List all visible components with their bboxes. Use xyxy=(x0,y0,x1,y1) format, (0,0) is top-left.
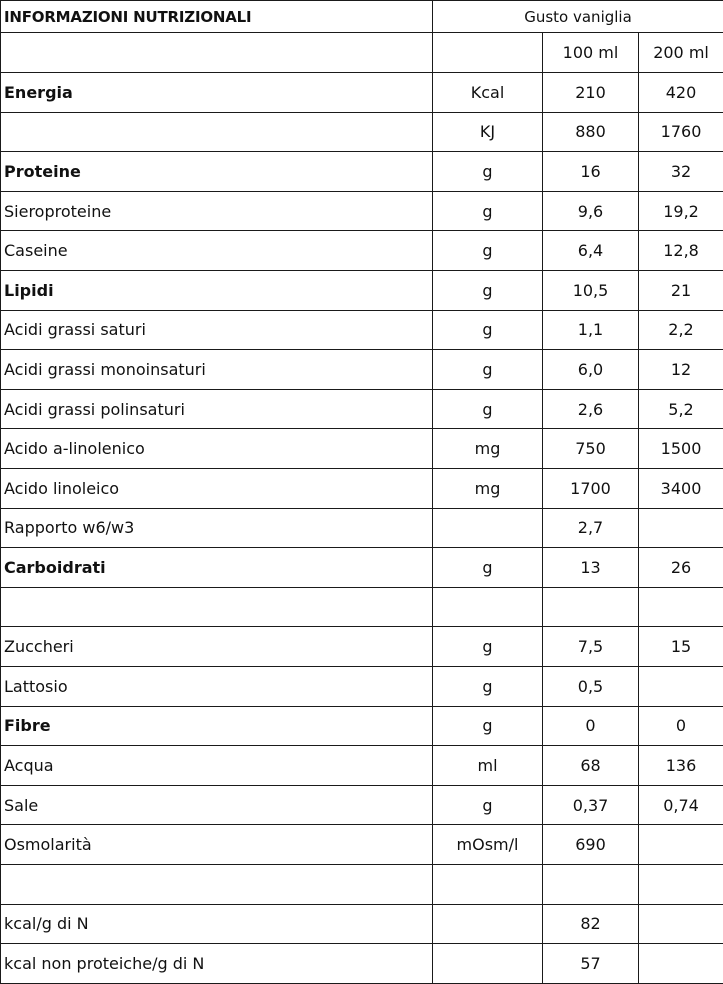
nutrient-unit xyxy=(433,904,543,944)
value-100ml: 10,5 xyxy=(543,271,639,311)
value-100ml: 57 xyxy=(543,944,639,984)
nutrient-name: Acidi grassi polinsaturi xyxy=(1,389,433,429)
value-100ml: 16 xyxy=(543,152,639,192)
nutrient-name: Lattosio xyxy=(1,667,433,707)
table-row xyxy=(1,191,723,231)
nutrient-unit: mOsm/l xyxy=(433,825,543,865)
nutrient-unit xyxy=(433,587,543,627)
value-100ml: 1,1 xyxy=(543,310,639,350)
value-200ml: 0 xyxy=(639,706,723,746)
table-row xyxy=(1,429,723,469)
nutrient-unit: ml xyxy=(433,746,543,786)
table-row xyxy=(1,310,723,350)
value-100ml: 7,5 xyxy=(543,627,639,667)
nutrient-unit: g xyxy=(433,785,543,825)
value-200ml: 12,8 xyxy=(639,231,723,271)
table-row xyxy=(1,706,723,746)
table-row xyxy=(1,73,723,113)
table-row xyxy=(1,825,723,865)
nutrient-name: Sieroproteine xyxy=(1,191,433,231)
value-200ml xyxy=(639,944,723,984)
nutrient-unit: Kcal xyxy=(433,73,543,113)
table-row xyxy=(1,944,723,984)
value-200ml: 420 xyxy=(639,73,723,113)
nutrient-name: Carboidrati xyxy=(1,548,433,588)
value-100ml: 9,6 xyxy=(543,191,639,231)
table-row xyxy=(1,508,723,548)
nutrient-unit: g xyxy=(433,152,543,192)
table-row xyxy=(1,350,723,390)
nutrient-name: Fibre xyxy=(1,706,433,746)
nutrient-unit: g xyxy=(433,548,543,588)
value-200ml: 2,2 xyxy=(639,310,723,350)
nutrient-unit: g xyxy=(433,350,543,390)
nutrient-unit: g xyxy=(433,389,543,429)
nutrient-name: Acidi grassi saturi xyxy=(1,310,433,350)
value-100ml: 68 xyxy=(543,746,639,786)
nutrient-name: Acido a-linolenico xyxy=(1,429,433,469)
table-row xyxy=(1,746,723,786)
nutrient-unit: g xyxy=(433,627,543,667)
table-row xyxy=(1,667,723,707)
column-header-row xyxy=(1,33,723,73)
value-200ml: 32 xyxy=(639,152,723,192)
value-100ml: 750 xyxy=(543,429,639,469)
empty-header-cell xyxy=(1,33,433,73)
value-200ml xyxy=(639,508,723,548)
nutrient-unit xyxy=(433,508,543,548)
nutrient-unit: g xyxy=(433,706,543,746)
nutrient-unit xyxy=(433,864,543,904)
nutrient-unit: g xyxy=(433,191,543,231)
value-100ml: 2,7 xyxy=(543,508,639,548)
nutrient-name xyxy=(1,864,433,904)
nutrient-name: Energia xyxy=(1,73,433,113)
value-100ml: 0,5 xyxy=(543,667,639,707)
column-header-200ml: 200 ml xyxy=(639,33,723,73)
table-title-row xyxy=(1,1,723,33)
table-row xyxy=(1,389,723,429)
nutrient-unit: mg xyxy=(433,429,543,469)
value-200ml: 21 xyxy=(639,271,723,311)
nutrient-name: kcal/g di N xyxy=(1,904,433,944)
nutrient-name: Acidi grassi monoinsaturi xyxy=(1,350,433,390)
value-200ml: 12 xyxy=(639,350,723,390)
nutrient-unit xyxy=(433,944,543,984)
value-200ml: 15 xyxy=(639,627,723,667)
nutrient-name xyxy=(1,112,433,152)
value-100ml: 690 xyxy=(543,825,639,865)
table-row xyxy=(1,112,723,152)
nutrient-name: Zuccheri xyxy=(1,627,433,667)
nutrient-name: kcal non proteiche/g di N xyxy=(1,944,433,984)
value-100ml: 6,4 xyxy=(543,231,639,271)
table-row xyxy=(1,548,723,588)
flavor-label: Gusto vaniglia xyxy=(433,1,723,33)
nutrient-name xyxy=(1,587,433,627)
value-200ml: 1500 xyxy=(639,429,723,469)
value-100ml: 82 xyxy=(543,904,639,944)
value-200ml: 3400 xyxy=(639,469,723,509)
value-200ml xyxy=(639,587,723,627)
value-200ml: 0,74 xyxy=(639,785,723,825)
value-100ml: 13 xyxy=(543,548,639,588)
column-header-100ml: 100 ml xyxy=(543,33,639,73)
value-100ml: 6,0 xyxy=(543,350,639,390)
nutrient-name: Lipidi xyxy=(1,271,433,311)
table-row xyxy=(1,785,723,825)
empty-header-cell xyxy=(433,33,543,73)
table-row xyxy=(1,469,723,509)
nutrient-unit: g xyxy=(433,667,543,707)
value-200ml: 136 xyxy=(639,746,723,786)
nutrient-name: Proteine xyxy=(1,152,433,192)
table-row xyxy=(1,271,723,311)
nutrient-name: Acido linoleico xyxy=(1,469,433,509)
value-100ml xyxy=(543,587,639,627)
value-100ml: 880 xyxy=(543,112,639,152)
nutrient-name: Sale xyxy=(1,785,433,825)
nutrient-name: Rapporto w6/w3 xyxy=(1,508,433,548)
value-100ml xyxy=(543,864,639,904)
nutrient-rows xyxy=(1,73,723,984)
nutrient-unit: mg xyxy=(433,469,543,509)
value-200ml: 19,2 xyxy=(639,191,723,231)
table-title: INFORMAZIONI NUTRIZIONALI xyxy=(1,1,433,33)
value-200ml xyxy=(639,904,723,944)
table-row xyxy=(1,904,723,944)
nutrient-unit: g xyxy=(433,231,543,271)
value-100ml: 0 xyxy=(543,706,639,746)
nutrient-unit: g xyxy=(433,310,543,350)
table-row xyxy=(1,864,723,904)
value-100ml: 0,37 xyxy=(543,785,639,825)
table-row xyxy=(1,231,723,271)
nutrient-unit: KJ xyxy=(433,112,543,152)
value-200ml: 26 xyxy=(639,548,723,588)
value-100ml: 1700 xyxy=(543,469,639,509)
value-200ml xyxy=(639,825,723,865)
value-100ml: 2,6 xyxy=(543,389,639,429)
value-200ml xyxy=(639,667,723,707)
table-row xyxy=(1,587,723,627)
nutrient-unit: g xyxy=(433,271,543,311)
nutrient-name: Acqua xyxy=(1,746,433,786)
table-row xyxy=(1,152,723,192)
nutrient-name: Osmolarità xyxy=(1,825,433,865)
table-row xyxy=(1,627,723,667)
value-200ml: 1760 xyxy=(639,112,723,152)
value-200ml xyxy=(639,864,723,904)
value-200ml: 5,2 xyxy=(639,389,723,429)
value-100ml: 210 xyxy=(543,73,639,113)
nutrient-name: Caseine xyxy=(1,231,433,271)
